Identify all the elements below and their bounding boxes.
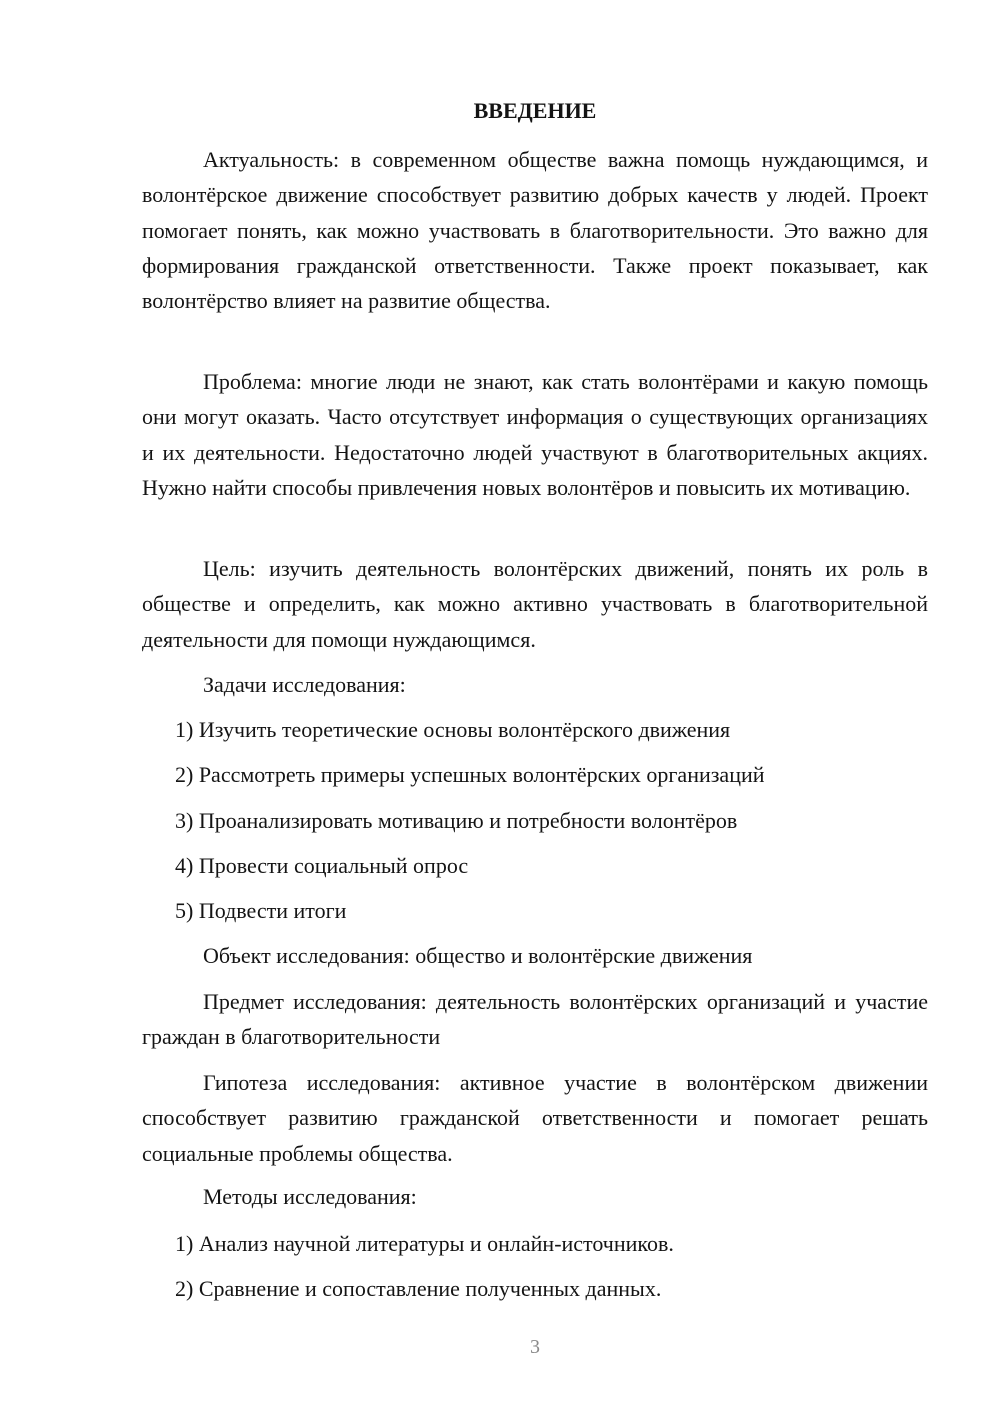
document-page xyxy=(142,0,928,1414)
goal-paragraph: Цель: изучить деятельность волонтёрских движений, понять их роль в обществе и определить, как можно активно участвовать в благотворительной деятельности для помощи нуждающимся. xyxy=(142,556,928,652)
task-item: 4) Провести социальный опрос xyxy=(175,853,469,878)
object-line: Объект исследования: общество и волонтёрские движения xyxy=(203,943,753,968)
method-item: 2) Сравнение и сопоставление полученных данных. xyxy=(175,1276,662,1301)
problem-paragraph: Проблема: многие люди не знают, как стать волонтёрами и какую помощь они могут оказать. Часто отсутствует информация о существующих организациях и их деятельности. Недостаточно людей участвуют в благотворительных акциях. Нужно найти способы привлечения новых волонтёров и повысить их мотивацию. xyxy=(142,369,928,500)
task-item: 2) Рассмотреть примеры успешных волонтёрских организаций xyxy=(175,762,765,787)
task-item: 3) Проанализировать мотивацию и потребности волонтёров xyxy=(175,808,738,833)
task-item: 5) Подвести итоги xyxy=(175,898,347,923)
section-title: ВВЕДЕНИЕ xyxy=(473,98,597,123)
methods-heading: Методы исследования: xyxy=(203,1184,417,1209)
relevance-paragraph: Актуальность: в современном обществе важна помощь нуждающимся, и волонтёрское движение способствует развитию добрых качеств у людей. Проект помогает понять, как можно участвовать в благотворительности. Это важно для формирования гражданской ответственности. Также проект показывает, как волонтёрство влияет на развитие общества. xyxy=(142,147,928,314)
hypothesis-paragraph: Гипотеза исследования: активное участие в волонтёрском движении способствует развитию гражданской ответственности и помогает решать социальные проблемы общества. xyxy=(142,1070,928,1166)
method-item: 1) Анализ научной литературы и онлайн-источников. xyxy=(175,1231,674,1256)
subject-paragraph: Предмет исследования: деятельность волонтёрских организаций и участие граждан в благотворительности xyxy=(142,989,928,1050)
page-number: 3 xyxy=(530,1336,540,1358)
tasks-heading: Задачи исследования: xyxy=(203,672,406,697)
task-item: 1) Изучить теоретические основы волонтёрского движения xyxy=(175,717,731,742)
